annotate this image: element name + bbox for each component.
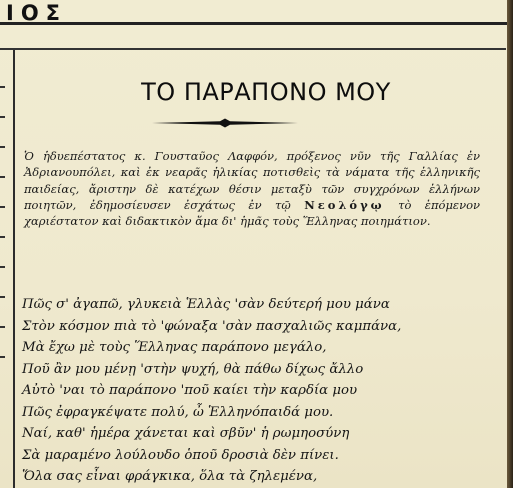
poem-line: Ποῦ ἂν μου μένῃ 'στὴν ψυχή, θὰ πάθω δίχως ἄλλο	[22, 361, 364, 377]
newspaper-name: Νεολόγῳ	[304, 197, 385, 212]
poem-verses	[22, 294, 492, 488]
title-ornament	[150, 118, 300, 128]
page-edge-shadow	[507, 0, 513, 488]
header-rule	[0, 48, 506, 50]
poem-line: Μὰ ἔχω μὲ τοὺς Ἕλληνας παράπονο μεγάλο,	[22, 340, 327, 355]
intro-text-end: τὸ ἑπόμενον χαριέστατον καὶ διδακτικὸν ἅμα δι' ἡμᾶς τοὺς Ἕλληνας ποιημάτιον.	[24, 197, 480, 229]
article-title: ΤΟ ΠΑΡΑΠΟΝΟ ΜΟΥ	[141, 78, 391, 106]
poem-line: Πῶς σ' ἀγαπῶ, γλυκειὰ Ἑλλὰς 'σὰν δεύτερή μου μάνα	[22, 297, 390, 312]
poem-line: Πῶς ἐφραγκέψατε πολύ, ὦ Ἑλληνόπαιδά μου.	[22, 404, 334, 420]
column-divider	[13, 50, 15, 488]
poem-line: Αὐτὸ 'ναι τὸ παράπονο 'ποῦ καίει τὴν καρδία μου	[22, 383, 358, 398]
poem-line: Ὅλα σας εἶναι φράγκικα, ὅλα τὰ ζηλεμένα,	[22, 469, 318, 484]
masthead-rule	[0, 22, 507, 25]
intro-text-start: Ὁ ἡδυεπέστατος κ. Γουσταῦος Λαφφόν, πρόξενος νῦν τῆς Γαλλίας ἐν Ἀδριανουπόλει, καὶ ἐκ νεαρᾶς ἡλικίας ποτισθεὶς τὰ νάματα τῆς ἑλληνικῆς παιδείας, ἄριστην δὲ κατέχων θέσιν μεταξὺ τῶν συγχρόνων ἑλλήνων ποιητῶν, ἐδημοσίευσεν ἐσχάτως ἐν τῷ	[24, 149, 480, 212]
poem-line: Ναί, καθ' ἡμέρα χάνεται καὶ σβῦν' ἡ ρωμηοσύνη	[22, 426, 350, 441]
left-column-fragments	[0, 86, 8, 386]
poem-line: Σὰ μαραμένο λούλουδο ὁποῦ δροσιὰ δὲν πίνει.	[22, 447, 339, 463]
masthead-fragment: ΙΟΣ	[6, 1, 68, 25]
article-intro	[24, 148, 480, 229]
poem-line: Στὸν κόσμον πιὰ τὸ 'φώναξα 'σὰν πασχαλιῶς καμπάνα,	[22, 318, 402, 334]
